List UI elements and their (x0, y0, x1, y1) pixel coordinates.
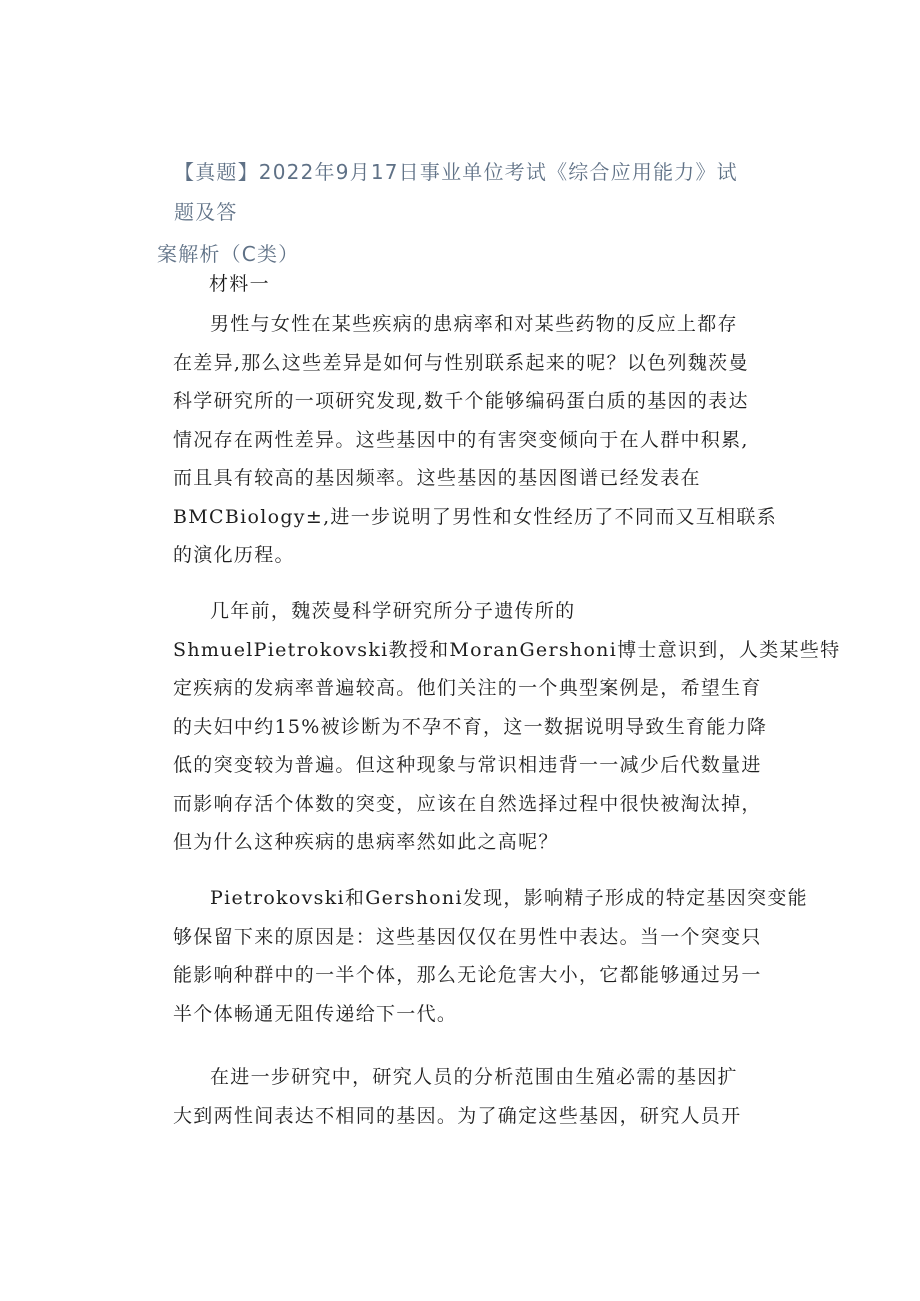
paragraph-1 (173, 305, 778, 575)
paragraph-line: 能影响种群中的一半个体，那么无论危害大小，它都能够通过另一 (173, 964, 762, 986)
paragraph-line: 科学研究所的一项研究发现,数千个能够编码蛋白质的基因的表达 (173, 390, 749, 412)
paragraph-2 (173, 592, 841, 862)
paragraph-line: 而影响存活个体数的突变，应该在自然选择过程中很快被淘汰掉， (173, 792, 762, 815)
paragraph-line: 的夫妇中约15%被诊断为不孕不育，这一数据说明导致生育能力降 (173, 715, 768, 738)
paragraph-line: 的演化历程。 (173, 544, 295, 566)
paragraph-4 (173, 1058, 753, 1135)
paragraph-3 (173, 879, 808, 1033)
title-line-1: 【真题】2022年9月17日事业单位考试《综合应用能力》试题及答 (174, 160, 738, 224)
title-line-2: 案解析（C类） (157, 242, 300, 266)
paragraph-line: 但为什么这种疾病的患病率然如此之高呢？ (173, 831, 559, 853)
section-heading: 材料一 (209, 273, 270, 295)
paragraph-line: 情况存在两性差异。这些基因中的有害突变倾向于在人群中积累, (173, 428, 749, 451)
paragraph-line: 大到两性间表达不相同的基因。为了确定这些基因，研究人员开 (173, 1104, 742, 1127)
paragraph-line: 而且具有较高的基因频率。这些基因的基因图谱已经发表在 (173, 467, 701, 489)
paragraph-line: Pietrokovski和Gershoni发现，影响精子形成的特定基因突变能 (210, 887, 808, 909)
paragraph-line: 男性与女性在某些疾病的患病率和对某些药物的反应上都存 (210, 313, 738, 335)
paragraph-line: 够保留下来的原因是：这些基因仅仅在男性中表达。当一个突变只 (173, 925, 762, 948)
paragraph-line: 几年前，魏茨曼科学研究所分子遗传所的 (210, 600, 576, 622)
paragraph-line: 定疾病的发病率普遍较高。他们关注的一个典型案例是，希望生育 (173, 677, 762, 699)
document-title (157, 152, 757, 274)
paragraph-line: 低的突变较为普遍。但这种现象与常识相违背一一减少后代数量进 (173, 754, 762, 776)
paragraph-line: ShmuelPietrokovski教授和MoranGershoni博士意识到，人类某些特 (173, 638, 841, 661)
paragraph-line: 在进一步研究中，研究人员的分析范围由生殖必需的基因扩 (210, 1066, 738, 1088)
paragraph-line: 半个体畅通无阻传递给下一代。 (173, 1002, 458, 1025)
paragraph-line: BMCBiology±,进一步说明了男性和女性经历了不同而又互相联系 (173, 505, 778, 528)
paragraph-line: 在差异,那么这些差异是如何与性别联系起来的呢？以色列魏茨曼 (173, 351, 749, 374)
